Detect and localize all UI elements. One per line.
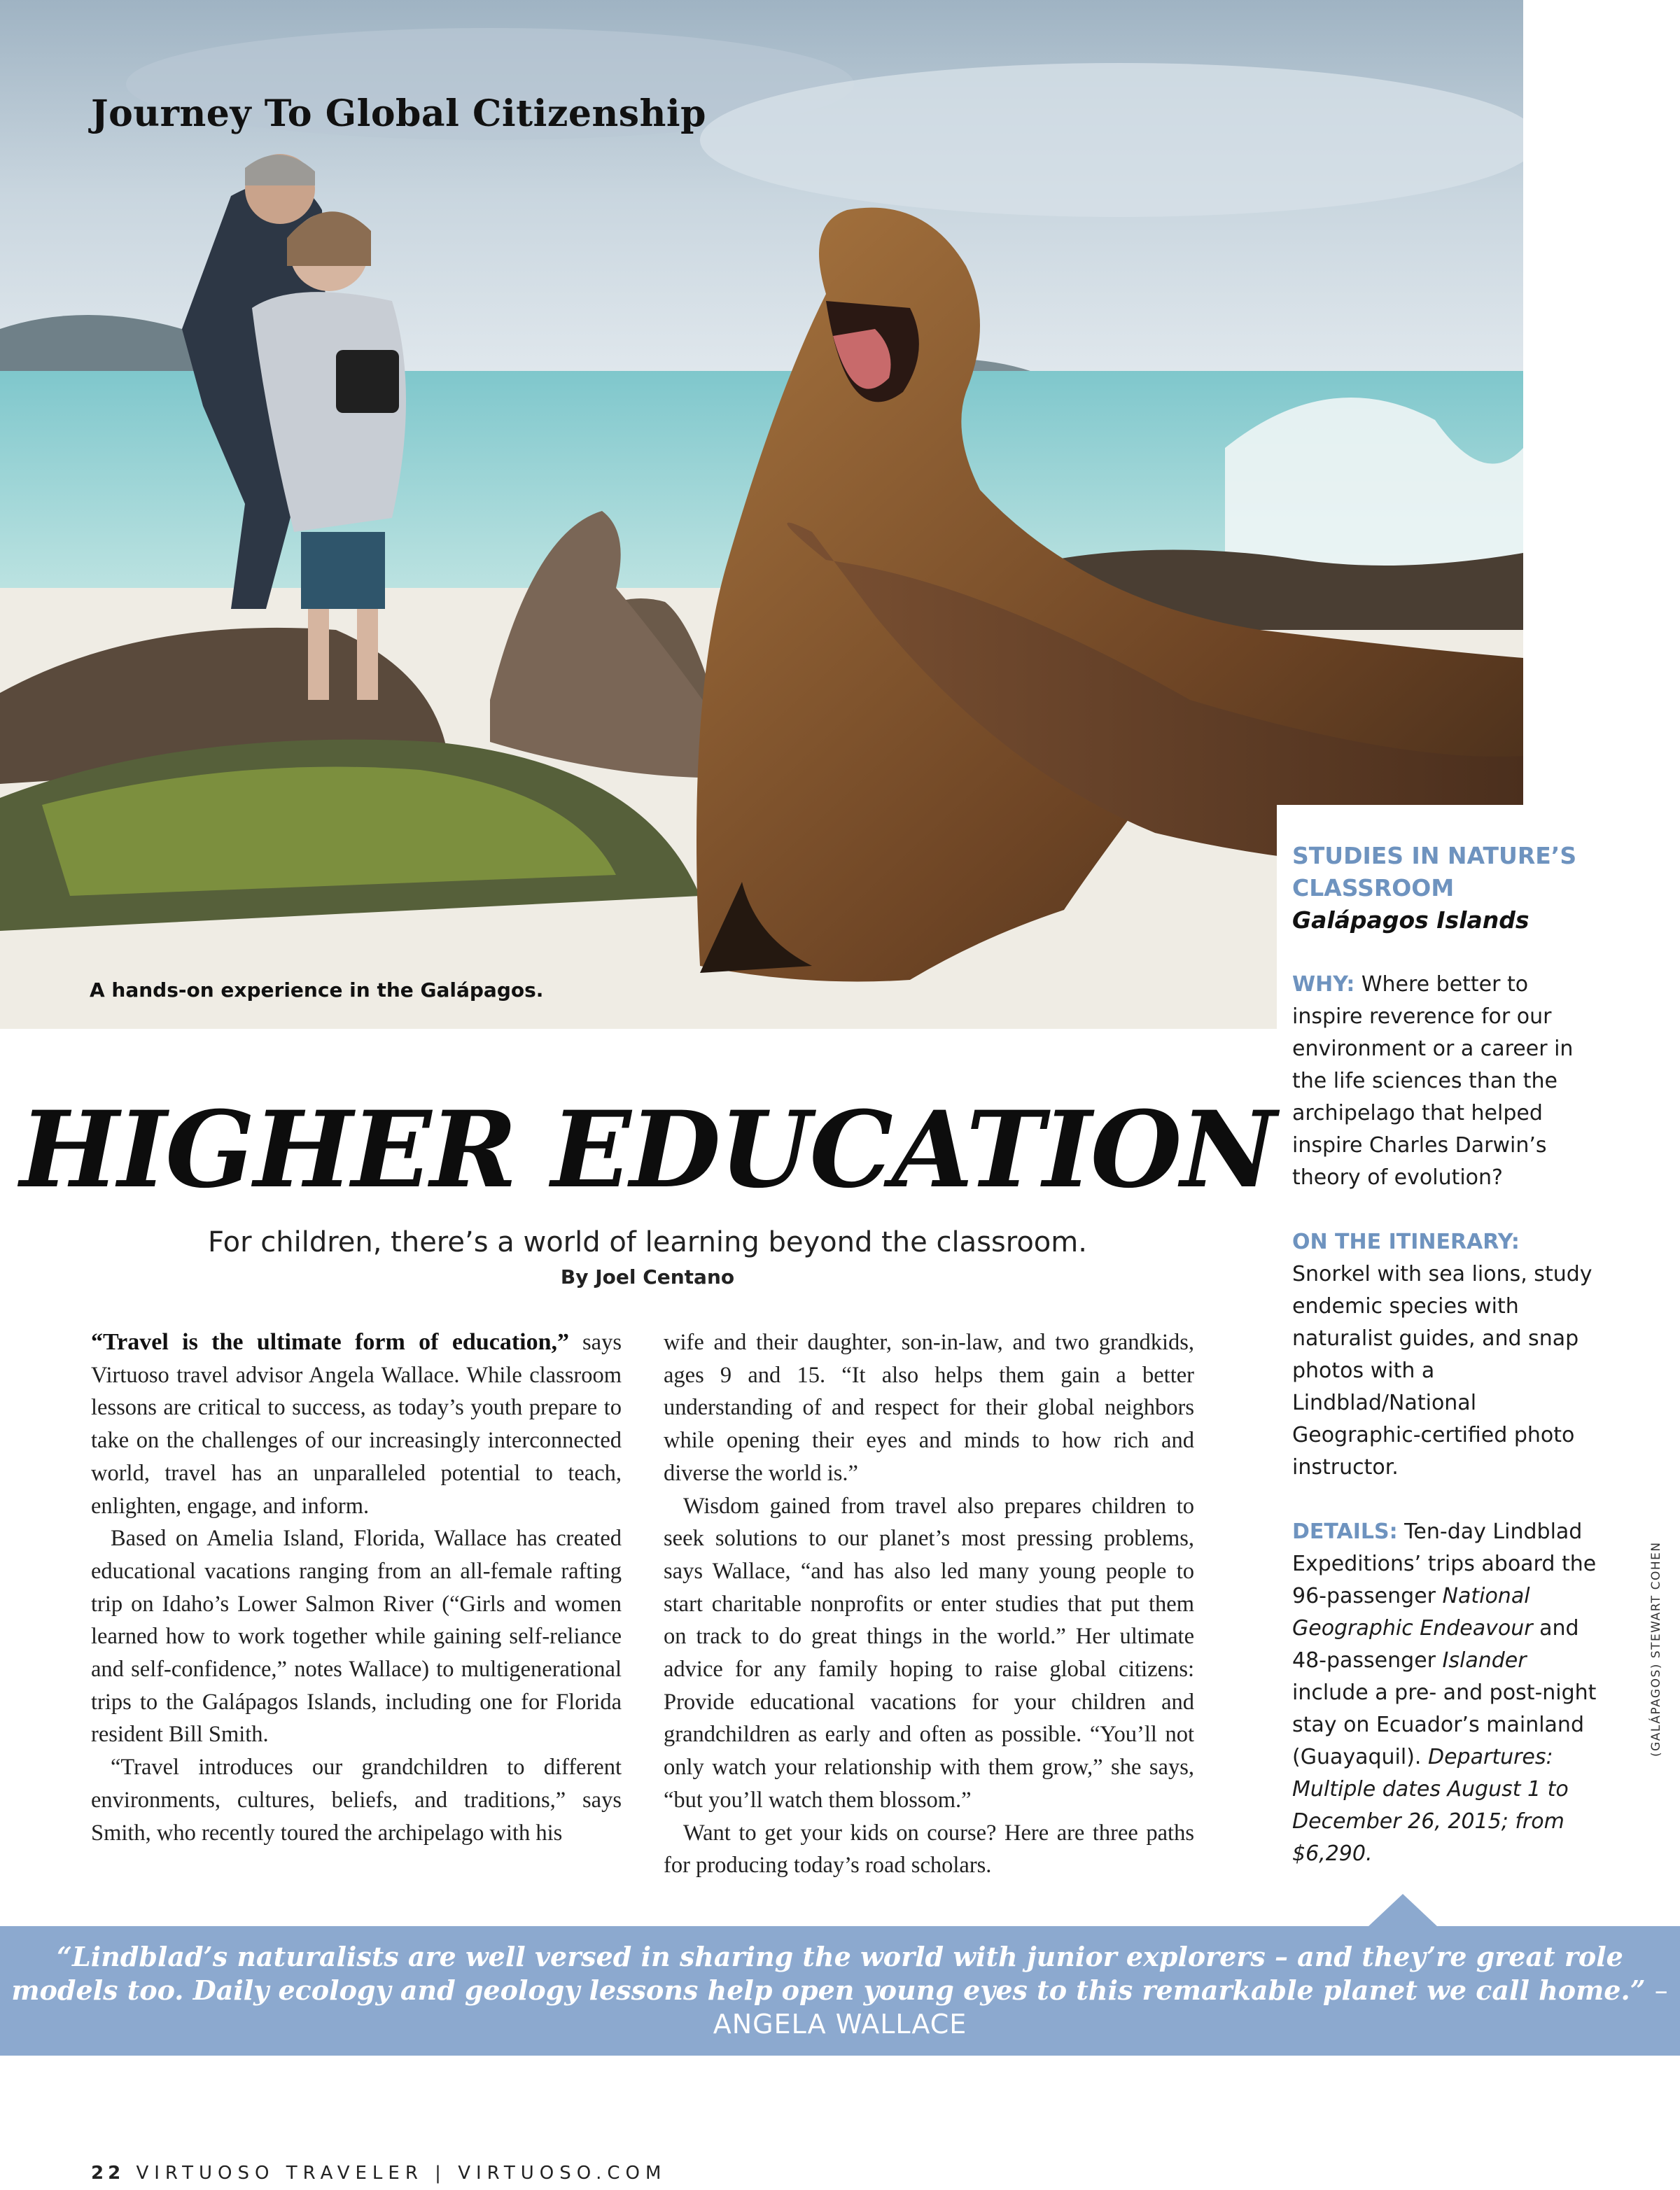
publication-name: VIRTUOSO TRAVELER | VIRTUOSO.COM [136, 2163, 667, 2184]
quote-band-notch [1368, 1894, 1438, 1927]
details-text-3: include a pre- and post-night stay on Ecuador’s mainland (Guayaquil). [1292, 1680, 1597, 1769]
headline: HIGHER EDUCATION [20, 1088, 1275, 1212]
page-number: 22 [91, 2163, 125, 2184]
series-title: Journey To Global Citizenship [91, 92, 706, 135]
dek: For children, there’s a world of learning beyond the classroom. [208, 1226, 1087, 1258]
sidebar-why [1292, 969, 1600, 1194]
sidebar-heading: STUDIES IN NATURE’S CLASSROOM [1292, 842, 1577, 901]
details-text-1: Ten-day Lindblad Expeditions’ trips aboard the 96-passenger [1292, 1519, 1597, 1608]
pull-quote [0, 1940, 1680, 2041]
details-departures: Departures: Multiple dates August 1 to December 26, 2015; from $6,290. [1292, 1745, 1569, 1866]
sidebar-details [1292, 1516, 1600, 1870]
pull-quote-text: “Lindblad’s naturalists are well versed in sharing the world with junior explorers – and they’re great role models too. Daily ecology and geology lessons help open young eyes to this remarkable planet we call home.” [11, 1941, 1646, 2006]
body-paragraph-2: Based on Amelia Island, Florida, Wallace has created educational vacations ranging from an all-female rafting trip on Idaho’s Lower Salmon River (“Girls and women learned how to work together while gaining self-reliance and self-confidence,” notes Wallace) to multigenerational trips to the Galápagos Islands, including one for Florida resident Bill Smith. [91, 1526, 622, 1748]
photo-credit: (GALÁPAGOS) STEWART COHEN [1649, 1541, 1663, 1757]
details-text-2: and 48-passenger [1292, 1616, 1579, 1673]
details-ship-1: National Geographic Endeavour [1292, 1584, 1533, 1641]
body-paragraph-1-text: says Virtuoso travel advisor Angela Wallace. While classroom lessons are critical to success, as today’s youth prepare to take on the challenges of our increasingly interconnected world, travel has an unparalleled potential to teach, enlighten, engage, and inform. [91, 1330, 622, 1519]
why-label: WHY: [1292, 972, 1355, 997]
why-text: Where better to inspire reverence for our environment or a career in the life sciences than the archipelago that helped inspire Charles Darwin’s theory of evolution? [1292, 972, 1574, 1190]
body-column-2 [664, 1326, 1194, 1882]
sidebar-studies-in-natures-classroom [1292, 840, 1600, 1870]
folio [91, 2163, 666, 2184]
details-ship-2: Islander [1442, 1648, 1527, 1673]
lead-quote: “Travel is the ultimate form of education,” [91, 1329, 570, 1355]
body-paragraph-3b: wife and their daughter, son-in-law, and two grandkids, ages 9 and 15. “It also helps them gain a better understanding of and respect for their global neighbors while opening their eyes and minds to how rich and diverse the world is.” [664, 1330, 1194, 1486]
body-paragraph-5: Want to get your kids on course? Here are three paths for producing today’s road scholars. [664, 1820, 1194, 1879]
body-column-1 [91, 1326, 622, 1849]
sidebar-subheading: Galápagos Islands [1292, 906, 1530, 934]
body-paragraph-4: Wisdom gained from travel also prepares children to seek solutions to our planet’s most pressing problems, says Wallace, “and has also led many young people to start charitable nonprofits or enter studies that put them on track to do great things in the world.” Her ultimate advice for any family hoping to raise global citizens: Provide educational vacations for your children and grandchildren as early and often as possible. “You’ll not only watch your relationship with them grow,” she says, “but you’ll watch them blossom.” [664, 1493, 1194, 1813]
details-label: DETAILS: [1292, 1519, 1398, 1544]
sidebar-itinerary [1292, 1226, 1600, 1484]
itinerary-text: Snorkel with sea lions, study endemic species with naturalist guides, and snap photos with a Lindblad/National Geographic-certified photo instructor. [1292, 1262, 1592, 1480]
pull-quote-attribution: – ANGELA WALLACE [713, 1975, 1669, 2040]
body-paragraph-3a: “Travel introduces our grandchildren to different environments, cultures, beliefs, and traditions,” says Smith, who recently toured the archipelago with his [91, 1755, 622, 1846]
photo-caption: A hands-on experience in the Galápagos. [90, 978, 544, 1002]
body-paragraph-1 [91, 1326, 622, 1522]
itinerary-label: ON THE ITINERARY: [1292, 1230, 1520, 1254]
byline: By Joel Centano [560, 1265, 735, 1289]
